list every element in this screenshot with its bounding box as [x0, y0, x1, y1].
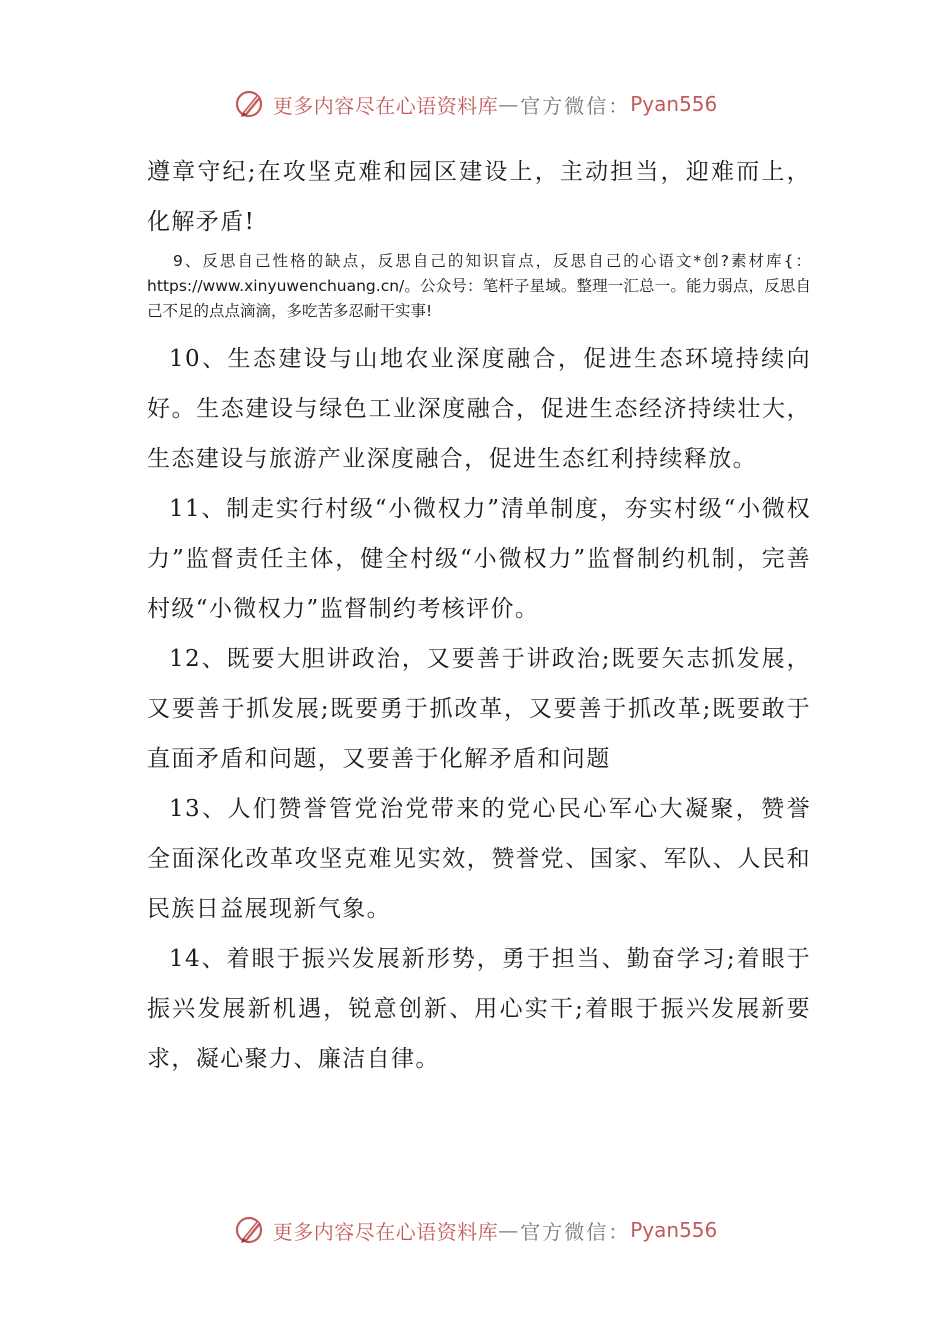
paragraph-continuation: 遵章守纪;在攻坚克难和园区建设上，主动担当，迎难而上，化解矛盾!: [147, 159, 811, 235]
paragraph-13: 13、人们赞誉管党治党带来的党心民心军心大凝聚，赞誉全面深化改革攻坚克难见实效，赞誉党、国家、军队、人民和民族日益展现新气象。: [147, 796, 811, 922]
paragraph-11: 11、制走实行村级“小微权力”清单制度，夯实村级“小微权力”监督责任主体，健全村级“小微权力”监督制约机制，完善村级“小微权力”监督制约考核评价。: [147, 496, 811, 622]
footer-banner: [0, 1208, 950, 1252]
banner-dash: —: [498, 1218, 521, 1242]
pen-nib-logo-icon: [233, 1212, 269, 1248]
banner-lead-text: 更多内容尽在心语资料库: [272, 93, 499, 118]
banner-wechat-label: 官方微信：: [520, 93, 631, 118]
banner-wechat-label: 官方微信：: [520, 1219, 631, 1244]
paragraph-12: 12、既要大胆讲政治，又要善于讲政治;既要矢志抓发展，又要善于抓发展;既要勇于抓改革，又要善于抓改革;既要敢于直面矛盾和问题，又要善于化解矛盾和问题: [147, 646, 811, 772]
header-banner: [0, 82, 950, 126]
paragraph-9: 9、反思自己性格的缺点，反思自己的知识盲点，反思自己的心语文*创?素材库{：https://www.xinyuwenchuang.cn/。公众号：笔杆子星域。整理一汇总一。能力弱点，反思自己不足的点点滴滴，多吃苦多忍耐干实事!: [147, 252, 811, 320]
banner-lead-text: 更多内容尽在心语资料库: [272, 1219, 499, 1244]
banner-wechat-id: Pyan556: [630, 1218, 718, 1242]
banner-dash: —: [498, 92, 521, 116]
banner-wechat-id: Pyan556: [630, 92, 718, 116]
paragraph-14: 14、着眼于振兴发展新形势，勇于担当、勤奋学习;着眼于振兴发展新机遇，锐意创新、用心实干;着眼于振兴发展新要求，凝心聚力、廉洁自律。: [147, 946, 811, 1072]
paragraph-10: 10、生态建设与山地农业深度融合，促进生态环境持续向好。生态建设与绿色工业深度融合，促进生态经济持续壮大，生态建设与旅游产业深度融合，促进生态红利持续释放。: [147, 346, 811, 472]
pen-nib-logo-icon: [233, 86, 269, 122]
document-body: [147, 147, 811, 1084]
